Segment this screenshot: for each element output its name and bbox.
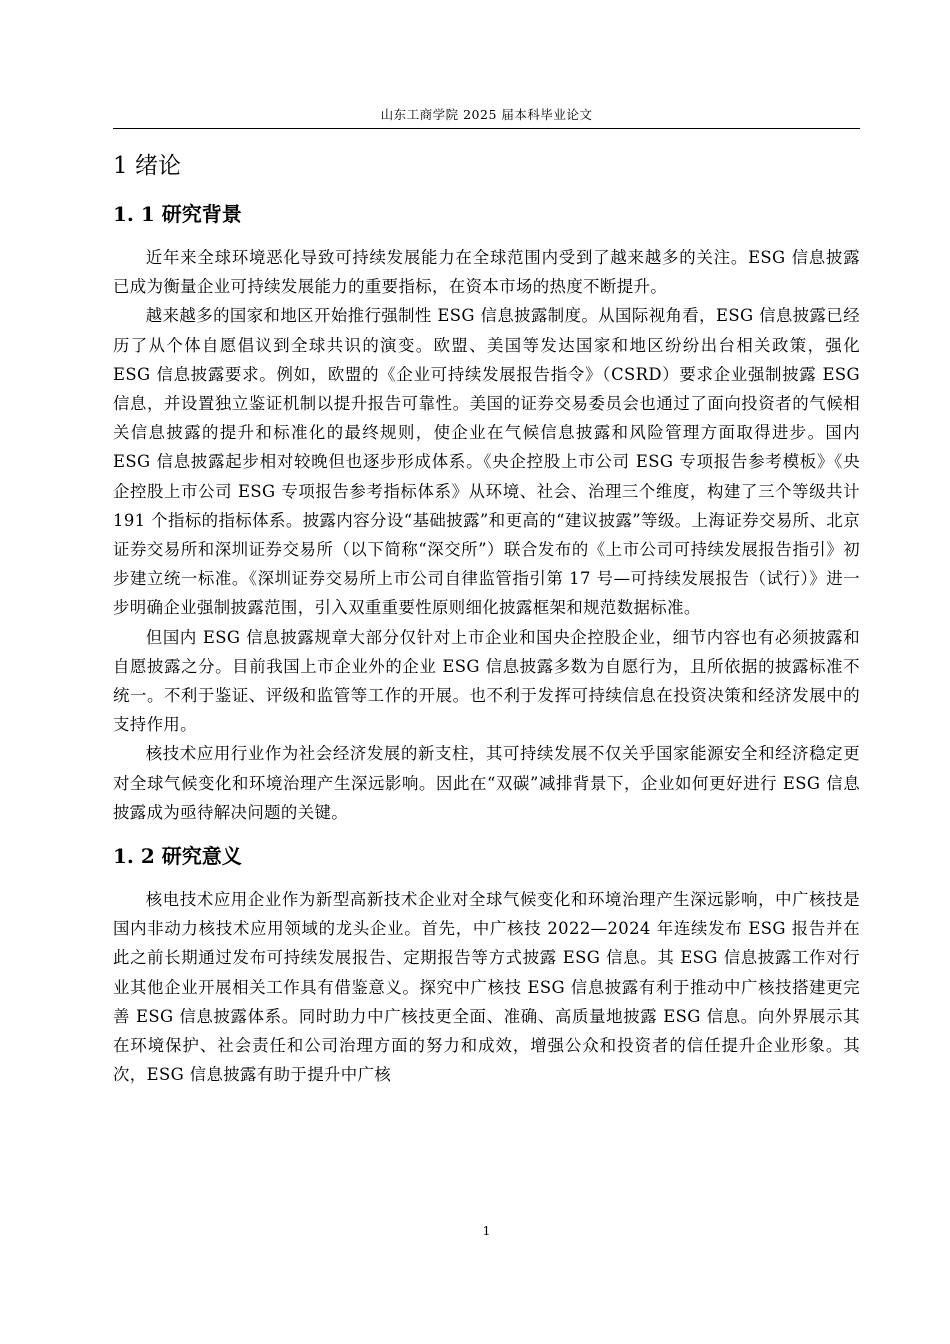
paragraph: 越来越多的国家和地区开始推行强制性 ESG 信息披露制度。从国际视角看，ESG 信息披露已经历了从个体自愿倡议到全球共识的演变。欧盟、美国等发达国家和地区纷纷出台相关政策，强化 ESG 信息披露要求。例如，欧盟的《企业可持续发展报告指令》（CSRD）要求企业强制披露 ESG 信息，并设置独立鉴证机制以提升报告可靠性。美国的证券交易委员会也通过了面向投资者的气候相关信息披露的提升和标准化的最终规则，使企业在气候信息披露和风险管理方面取得进步。国内 ESG 信息披露起步相对较晚但也逐步形成体系。《央企控股上市公司 ESG 专项报告参考模板》《央企控股上市公司 ESG 专项报告参考指标体系》从环境、社会、治理三个维度，构建了三个等级共计 191 个指标的指标体系。披露内容分设“基础披露”和更高的“建议披露”等级。上海证券交易所、北京证券交易所和深圳证券交易所（以下简称“深交所”）联合发布的《上市公司可持续发展报告指引》初步建立统一标准。《深圳证券交易所上市公司自律监管指引第 17 号—可持续发展报告（试行）》进一步明确企业强制披露范围，引入双重重要性原则细化披露框架和规范数据标准。 [113, 306, 860, 618]
section-heading-significance: 1. 2 研究意义 [113, 844, 242, 869]
page-body [113, 148, 860, 1089]
paragraph: 近年来全球环境恶化导致可持续发展能力在全球范围内受到了越来越多的关注。ESG 信息披露已成为衡量企业可持续发展能力的重要指标，在资本市场的热度不断提升。 [113, 248, 860, 297]
paragraph: 核电技术应用企业作为新型高新技术企业对全球气候变化和环境治理产生深远影响，中广核技是国内非动力核技术应用领域的龙头企业。首先，中广核技 2022—2024 年连续发布 ESG 报告并在此之前长期通过发布可持续发展报告、定期报告等方式披露 ESG 信息。其 ESG 信息披露工作对行业其他企业开展相关工作具有借鉴意义。探究中广核技 ESG 信息披露有利于推动中广核技搭建更完善 ESG 信息披露体系。同时助力中广核技更全面、准确、高质量地披露 ESG 信息。向外界展示其在环境保护、社会责任和公司治理方面的努力和成效，增强公众和投资者的信任提升企业形象。其次，ESG 信息披露有助于提升中广核 [113, 890, 860, 1085]
section-heading-background: 1. 1 研究背景 [113, 202, 242, 226]
chapter-title: 1 绪论 [113, 153, 181, 179]
running-header: 山东工商学院 2025 届本科毕业论文 [380, 107, 593, 122]
page-number: 1 [482, 1223, 491, 1238]
paragraph: 核技术应用行业作为社会经济发展的新支柱，其可持续发展不仅关乎国家能源安全和经济稳定更对全球气候变化和环境治理产生深远影响。因此在“双碳”减排背景下，企业如何更好进行 ESG 信息披露成为亟待解决问题的关键。 [113, 744, 860, 822]
paragraph: 但国内 ESG 信息披露规章大部分仅针对上市企业和国央企控股企业，细节内容也有必须披露和自愿披露之分。目前我国上市企业外的企业 ESG 信息披露多数为自愿行为，且所依据的披露标准不统一。不利于鉴证、评级和监管等工作的开展。也不利于发挥可持续信息在投资决策和经济发展中的支持作用。 [113, 627, 860, 735]
header-rule [113, 128, 860, 129]
